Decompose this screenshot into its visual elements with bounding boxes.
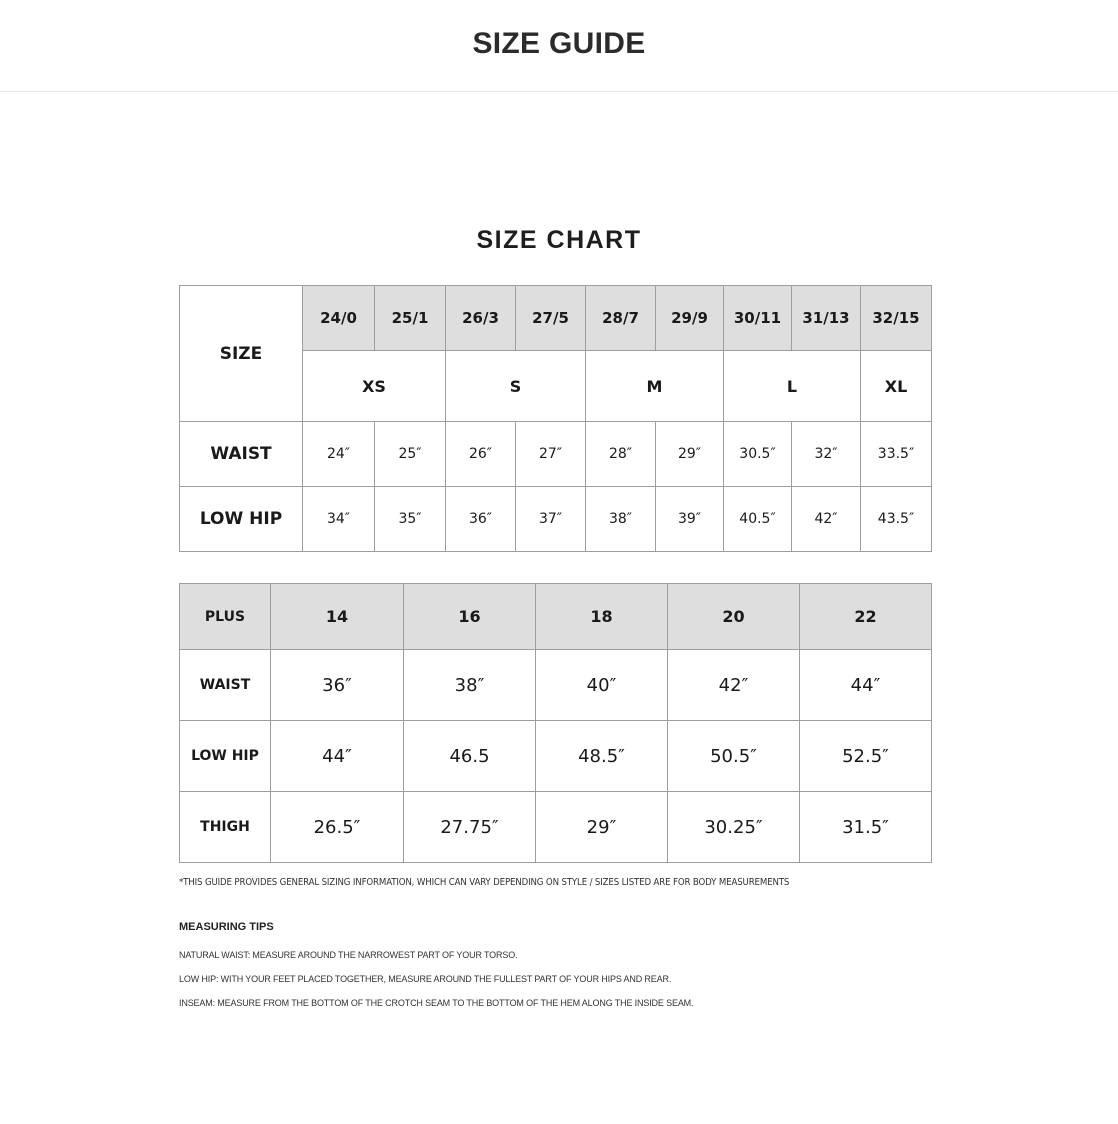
row-label-waist: WAIST (180, 650, 271, 721)
table-cell: 28″ (586, 422, 656, 487)
table-cell: 36″ (446, 487, 516, 552)
table-cell: 32″ (792, 422, 861, 487)
table-cell: 36″ (271, 650, 404, 721)
table-row (180, 422, 932, 487)
size-label: SIZE (180, 286, 303, 422)
size-header-cell: 28/7 (586, 286, 656, 351)
size-group-cell: L (724, 351, 861, 422)
table-cell: 48.5″ (536, 721, 668, 792)
sizing-note: *THIS GUIDE PROVIDES GENERAL SIZING INFORMATION, WHICH CAN VARY DEPENDING ON STYLE / SIZES LISTED ARE FOR BODY MEASUREMENTS (179, 877, 790, 888)
table-cell: 44″ (271, 721, 404, 792)
size-group-cell: M (586, 351, 724, 422)
table-cell: 40.5″ (724, 487, 792, 552)
table-cell: 42″ (792, 487, 861, 552)
page-title: SIZE GUIDE (472, 27, 646, 60)
measuring-tip: NATURAL WAIST: MEASURE AROUND THE NARROWEST PART OF YOUR TORSO. (179, 950, 518, 960)
table-cell: 30.25″ (668, 792, 800, 863)
table-cell: 37″ (516, 487, 586, 552)
table-row (180, 650, 932, 721)
size-header-cell: 27/5 (516, 286, 586, 351)
plus-size-table (179, 583, 932, 863)
size-header-cell: 22 (800, 584, 932, 650)
row-label-low-hip: LOW HIP (180, 721, 271, 792)
table-cell: 31.5″ (800, 792, 932, 863)
table-cell: 46.5 (404, 721, 536, 792)
measuring-tips-heading: MEASURING TIPS (179, 921, 274, 933)
row-label-low-hip: LOW HIP (180, 487, 303, 552)
plus-label: PLUS (180, 584, 271, 650)
size-header-cell: 29/9 (656, 286, 724, 351)
table-cell: 50.5″ (668, 721, 800, 792)
table-row (180, 721, 932, 792)
page-header (0, 0, 1118, 92)
table-cell: 35″ (375, 487, 446, 552)
table-cell: 30.5″ (724, 422, 792, 487)
measuring-tip: INSEAM: MEASURE FROM THE BOTTOM OF THE CROTCH SEAM TO THE BOTTOM OF THE HEM ALONG THE INSIDE SEAM. (179, 998, 694, 1008)
table-row (180, 487, 932, 552)
row-label-thigh: THIGH (180, 792, 271, 863)
table-cell: 52.5″ (800, 721, 932, 792)
table-cell: 42″ (668, 650, 800, 721)
table-row (180, 792, 932, 863)
size-header-cell: 25/1 (375, 286, 446, 351)
table-cell: 38″ (404, 650, 536, 721)
misses-size-table (179, 285, 932, 552)
table-cell: 29″ (536, 792, 668, 863)
table-cell: 27.75″ (404, 792, 536, 863)
table-cell: 38″ (586, 487, 656, 552)
table-cell: 24″ (303, 422, 375, 487)
size-header-cell: 31/13 (792, 286, 861, 351)
size-header-cell: 20 (668, 584, 800, 650)
table-cell: 26.5″ (271, 792, 404, 863)
table-cell: 27″ (516, 422, 586, 487)
table-cell: 25″ (375, 422, 446, 487)
table-cell: 40″ (536, 650, 668, 721)
table-cell: 26″ (446, 422, 516, 487)
size-group-cell: S (446, 351, 586, 422)
table-cell: 29″ (656, 422, 724, 487)
chart-title: SIZE CHART (476, 226, 642, 254)
size-group-cell: XS (303, 351, 446, 422)
table-cell: 44″ (800, 650, 932, 721)
size-header-cell: 26/3 (446, 286, 516, 351)
size-header-cell: 16 (404, 584, 536, 650)
table-cell: 39″ (656, 487, 724, 552)
table-cell: 34″ (303, 487, 375, 552)
size-header-cell: 18 (536, 584, 668, 650)
table-cell: 43.5″ (861, 487, 932, 552)
size-header-cell: 30/11 (724, 286, 792, 351)
size-header-cell: 24/0 (303, 286, 375, 351)
row-label-waist: WAIST (180, 422, 303, 487)
size-header-cell: 14 (271, 584, 404, 650)
size-header-cell: 32/15 (861, 286, 932, 351)
measuring-tip: LOW HIP: WITH YOUR FEET PLACED TOGETHER, MEASURE AROUND THE FULLEST PART OF YOUR HIPS AND REAR. (179, 974, 672, 984)
table-cell: 33.5″ (861, 422, 932, 487)
size-group-cell: XL (861, 351, 932, 422)
